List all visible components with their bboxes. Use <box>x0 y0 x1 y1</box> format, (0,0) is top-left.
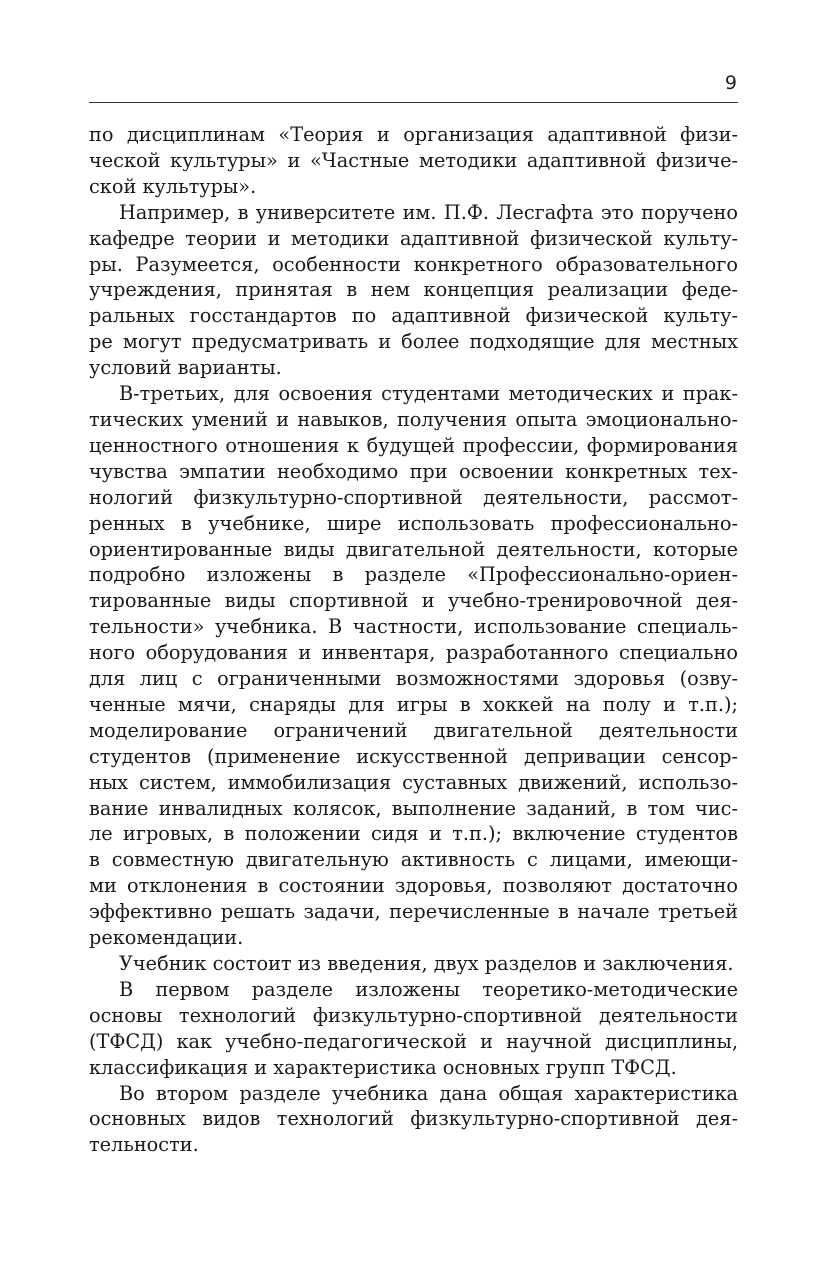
text-line: ральных госстандартов по адаптивной физической культу- <box>89 304 738 328</box>
text-line: студентов (применение искусственной депривации сенсор- <box>89 744 738 768</box>
page-number: 9 <box>724 72 737 94</box>
text-line: чувства эмпатии необходимо при освоении конкретных тех- <box>89 459 738 483</box>
text-line: для лиц с ограниченными возможностями здоровья (озву- <box>89 667 738 691</box>
text-line: условий варианты. <box>89 356 282 380</box>
text-line: подробно изложены в разделе «Профессионально-ориен- <box>89 563 738 587</box>
text-line: В первом разделе изложены теоретико-методические <box>119 977 738 1001</box>
text-line: тельности. <box>89 1133 199 1157</box>
text-line: ле игровых, в положении сидя и т.п.); включение студентов <box>89 822 738 846</box>
text-line: эффективно решать задачи, перечисленные в начале третьей <box>89 900 738 924</box>
text-line: Например, в университете им. П.Ф. Лесгафта это поручено <box>119 200 738 224</box>
text-line: ценностного отношения к будущей профессии, формирования <box>89 433 738 457</box>
paragraph <box>89 951 738 977</box>
body-text <box>89 122 738 1158</box>
text-line: ориентированные виды двигательной деятельности, которые <box>89 537 738 561</box>
text-line: в совместную двигательную активность с лицами, имеющи- <box>89 848 738 872</box>
text-line: нологий физкультурно-спортивной деятельности, рассмот- <box>89 485 738 509</box>
text-line: ре могут предусматривать и более подходящие для местных <box>89 330 738 354</box>
paragraph <box>89 1081 738 1159</box>
text-line: вание инвалидных колясок, выполнение заданий, в том чис- <box>89 796 738 820</box>
text-line: по дисциплинам «Теория и организация адаптивной физи- <box>89 123 738 146</box>
paragraph <box>89 122 738 200</box>
text-line: ных систем, иммобилизация суставных движений, использо- <box>89 770 738 794</box>
text-line: учреждения, принятая в нем концепция реализации феде- <box>89 278 738 302</box>
text-line: моделирование ограничений двигательной деятельности <box>89 718 738 742</box>
text-line: (ТФСД) как учебно-педагогической и научной дисциплины, <box>89 1029 738 1053</box>
text-line: ченные мячи, снаряды для игры в хоккей на полу и т.п.); <box>89 692 738 716</box>
text-line: тельности» учебника. В частности, использование специаль- <box>89 615 738 639</box>
text-line: классификация и характеристика основных групп ТФСД. <box>89 1055 677 1079</box>
text-line: ренных в учебнике, шире использовать профессионально- <box>89 511 738 535</box>
text-line: основных видов технологий физкультурно-спортивной дея- <box>89 1107 738 1131</box>
text-line: тированные виды спортивной и учебно-тренировочной дея- <box>89 589 738 613</box>
text-line: тических умений и навыков, получения опыта эмоционально- <box>89 407 738 431</box>
text-line: кафедре теории и методики адаптивной физической культу- <box>89 226 738 250</box>
paragraph <box>89 200 738 381</box>
text-line: основы технологий физкультурно-спортивной деятельности <box>89 1003 738 1027</box>
text-line: ного оборудования и инвентаря, разработанного специально <box>89 641 738 665</box>
paragraph <box>89 977 738 1081</box>
text-line: В-третьих, для освоения студентами методических и прак- <box>119 382 738 406</box>
paragraph <box>89 381 738 951</box>
text-line: Учебник состоит из введения, двух разделов и заключения. <box>119 952 734 975</box>
text-line: ской культуры». <box>89 174 257 198</box>
text-line: ческой культуры» и «Частные методики адаптивной физиче- <box>89 148 738 172</box>
text-line: ми отклонения в состоянии здоровья, позволяют достаточно <box>89 874 738 898</box>
header-rule <box>89 102 738 103</box>
text-line: ры. Разумеется, особенности конкретного образовательного <box>89 252 738 276</box>
text-line: рекомендации. <box>89 926 244 950</box>
text-line: Во втором разделе учебника дана общая характеристика <box>119 1081 738 1105</box>
